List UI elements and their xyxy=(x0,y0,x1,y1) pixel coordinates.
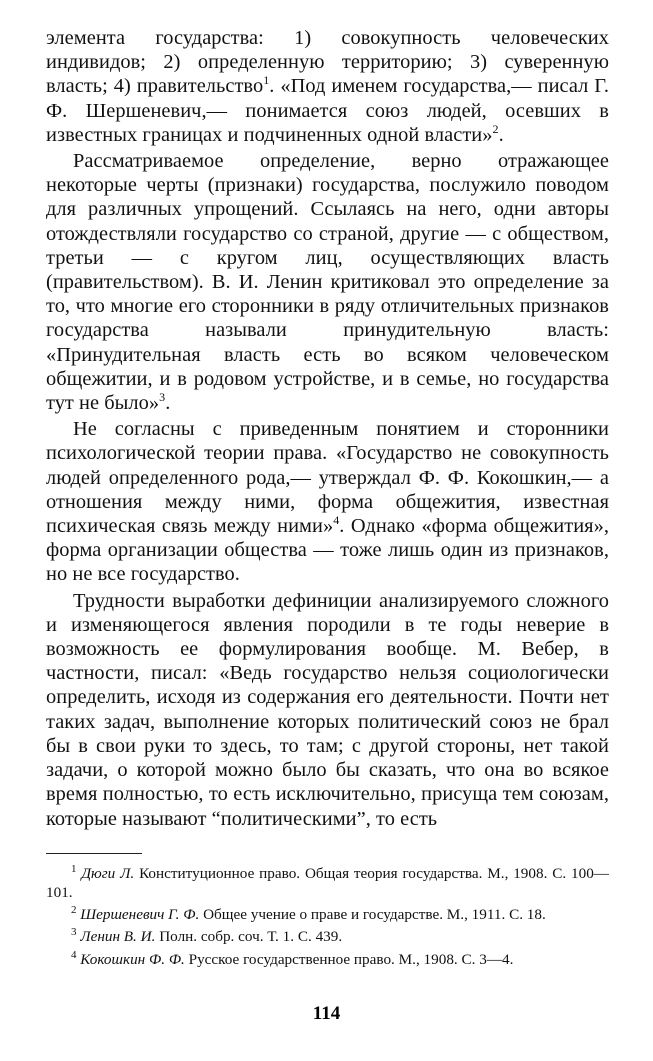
footnote xyxy=(46,950,609,969)
footnote-text: Русское государственное право. М., 1908. С. 3—4. xyxy=(188,950,514,968)
footnote-number: 4 xyxy=(71,948,77,961)
footnote-number: 1 xyxy=(71,862,77,875)
footnote-ref: 4 xyxy=(333,513,340,528)
paragraph xyxy=(46,149,609,415)
paragraph xyxy=(46,417,609,586)
footnote-ref: 1 xyxy=(263,73,270,88)
footnote xyxy=(46,927,609,946)
footnote-author: Кокошкин Ф. Ф. xyxy=(80,950,185,968)
footnote xyxy=(46,905,609,924)
text-run: Трудности выработки дефиниции анализируемого сложного и изменяющегося явления породили в те годы неверие в возможность ее формулирования вообще. М. Вебер, в частности, писал: «Ведь государство нельзя социологически определить, исходя из содержания его деятельности. Почти нет таких задач, выполнение которых политический союз не брал бы в свои руки то здесь, то там; с другой стороны, нет такой задачи, о которой можно было бы сказать, что она во всякое время полностью, то есть исключительно, присуща тем союзам, которые называют “политическими”, то есть xyxy=(46,589,609,830)
footnote-author: Дюги Л. xyxy=(81,864,135,882)
footnote-text: Общее учение о праве и государстве. М., 1911. С. 18. xyxy=(203,906,546,924)
page-number: 114 xyxy=(312,1003,341,1024)
text-run: . Однако «форма общежития», форма организации общества — тоже лишь один из признаков, но не все государство. xyxy=(46,515,609,586)
main-text xyxy=(46,26,609,831)
footnote-number: 2 xyxy=(71,904,77,917)
paragraph xyxy=(46,589,609,831)
paragraph xyxy=(46,26,609,147)
text-run: . xyxy=(165,392,171,415)
footnote xyxy=(46,864,609,902)
text-run: Не согласны с приведенным понятием и сторонники психологической теории права. «Государство не совокупность людей определенного рода,— утверждал Ф. Ф. Кокошкин,— а отношения между ними, форма общежития, известная психическая связь между ними» xyxy=(46,418,609,538)
footnote-text: Полн. собр. соч. Т. 1. С. 439. xyxy=(159,928,343,946)
text-run: . «Под именем государства,— писал Г. Ф. Шершеневич,— понимается союз людей, осевших в известных границах и подчиненных одной власти» xyxy=(46,75,609,146)
footnote-ref: 2 xyxy=(492,121,499,136)
text-run: . xyxy=(498,123,504,146)
footnote-number: 3 xyxy=(71,926,77,939)
footnote-text: Конституционное право. Общая теория государства. М., 1908. С. 100—101. xyxy=(46,864,609,901)
footnote-author: Шершеневич Г. Ф. xyxy=(80,906,200,924)
text-run: элемента государства: 1) совокупность человеческих индивидов; 2) определенную территорию; 3) суверенную власть; 4) правительство xyxy=(46,27,609,98)
footnote-ref: 3 xyxy=(159,390,166,405)
text-run: Рассматриваемое определение, верно отражающее некоторые черты (признаки) государства, послужило поводом для различных упрощений. Ссылаясь на него, одни авторы отождествляли государство со страной, другие — с обществом, третьи — с кругом лиц, осуществляющих власть (правительством). В. И. Ленин критиковал это определение за то, что многие его сторонники в ряду отличительных признаков государства называли принудительную власть: «Принудительная власть есть во всяком человеческом общежитии, и в родовом устройстве, и в семье, но государства тут не было» xyxy=(46,150,609,415)
footnotes xyxy=(46,864,609,969)
footnote-separator xyxy=(46,853,142,854)
footnote-author: Ленин В. И. xyxy=(80,928,156,946)
